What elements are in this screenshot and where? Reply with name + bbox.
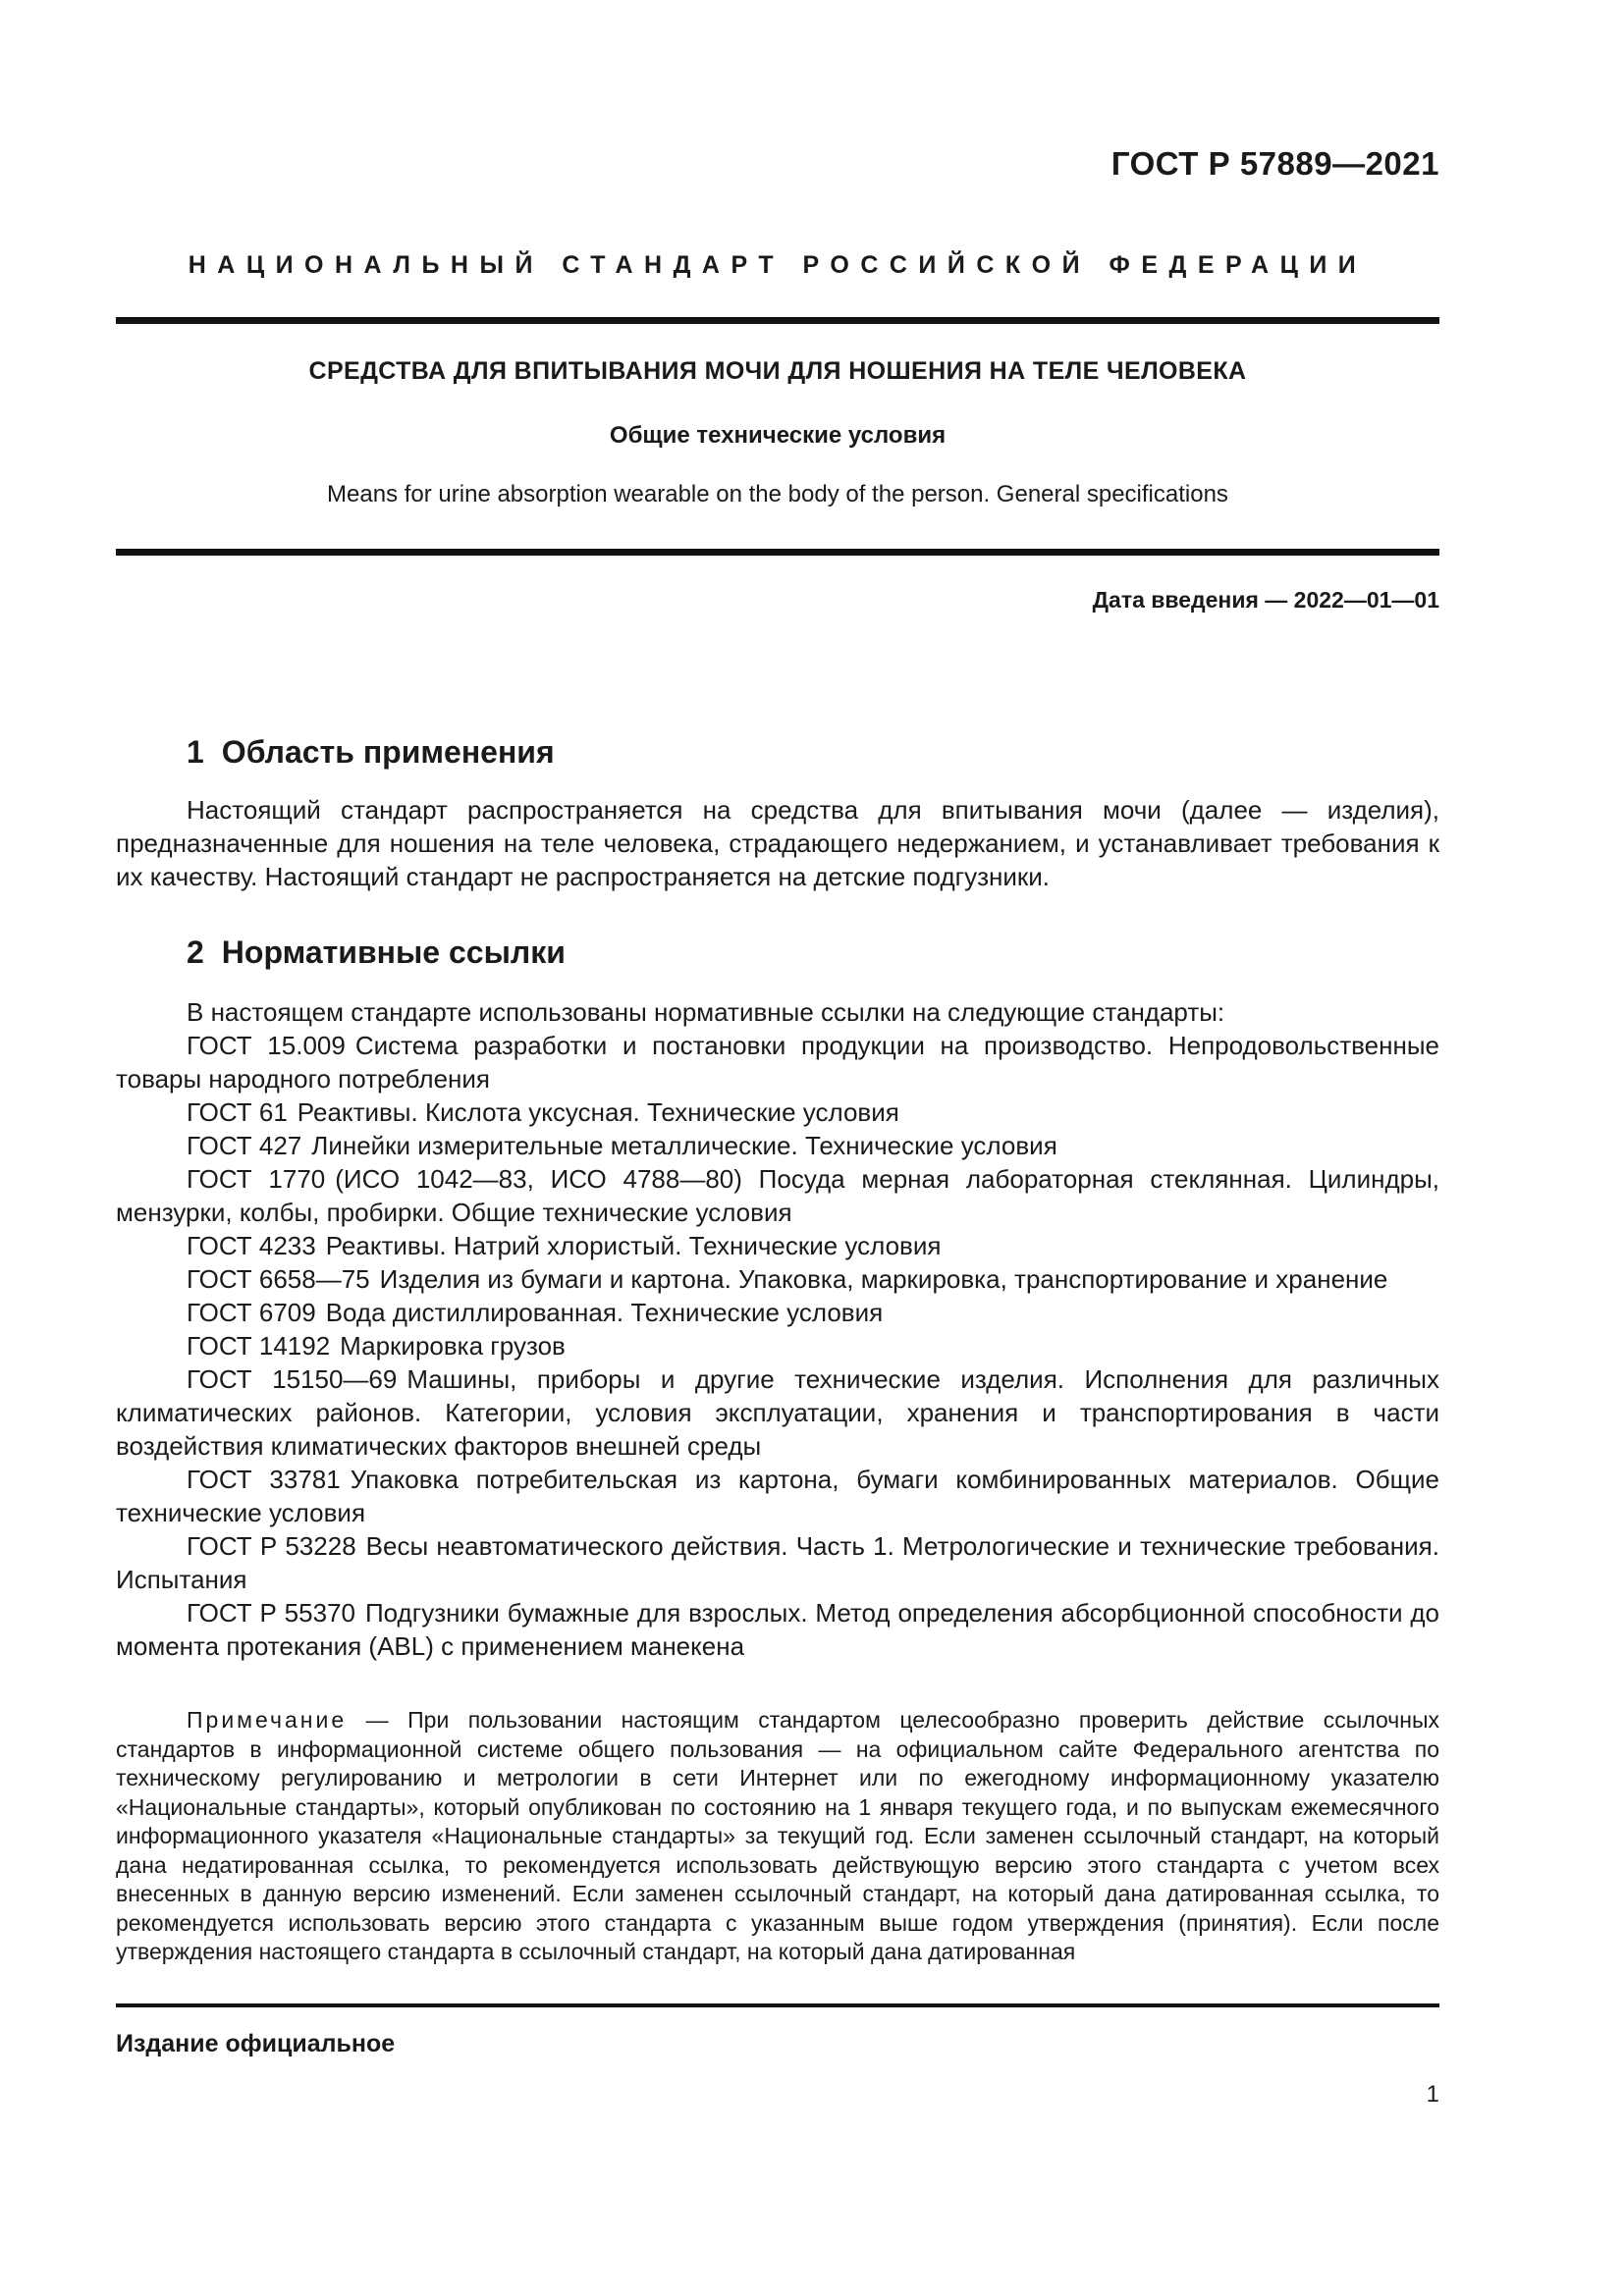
reference-title: Изделия из бумаги и картона. Упаковка, маркировка, транспортирование и хранение bbox=[379, 1264, 1388, 1294]
reference-title: Реактивы. Натрий хлористый. Технические условия bbox=[325, 1231, 942, 1260]
reference-code: ГОСТ 6709 bbox=[187, 1298, 316, 1327]
note-paragraph bbox=[116, 1706, 1439, 1967]
note-text: — При пользовании настоящим стандартом целесообразно проверить действие ссылочных стандартов в информационной системе общего пользования — на официальном сайте Федерального агентства по техническому регулированию и метрологии в сети Интернет или по ежегодному информационному указателю «Национальные стандарты», который опубликован по состоянию на 1 января текущего года, и по выпускам ежемесячного информационного указателя «Национальные стандарты» за текущий год. Если заменен ссылочный стандарт, на который дана недатированная ссылка, то рекомендуется использовать действующую версию этого стандарта с учетом всех внесенных в данную версию изменений. Если заменен ссылочный стандарт, на который дана датированная ссылка, то рекомендуется использовать версию этого стандарта с указанным выше годом утверждения (принятия). Если после утверждения настоящего стандарта в ссылочный стандарт, на который дана датированная bbox=[116, 1707, 1439, 1964]
reference-code: ГОСТ 4233 bbox=[187, 1231, 316, 1260]
reference-item bbox=[116, 1529, 1439, 1596]
reference-code: ГОСТ 15150—69 bbox=[187, 1364, 398, 1394]
reference-code: ГОСТ 6658—75 bbox=[187, 1264, 370, 1294]
reference-code: ГОСТ 14192 bbox=[187, 1331, 331, 1361]
section-1-number: 1 bbox=[187, 734, 204, 770]
reference-item bbox=[116, 1262, 1439, 1296]
reference-title: (ИСО 1042—83, ИСО 4788—80) Посуда мерная лабораторная стеклянная. Цилиндры, мензурки, колбы, пробирки. Общие технические условия bbox=[116, 1164, 1440, 1227]
title-rule bbox=[116, 549, 1439, 556]
reference-code: ГОСТ Р 53228 bbox=[187, 1531, 356, 1561]
section-2-number: 2 bbox=[187, 934, 204, 970]
reference-code: ГОСТ 427 bbox=[187, 1131, 302, 1160]
footer-rule bbox=[116, 2003, 1439, 2007]
page-number: 1 bbox=[1426, 2081, 1439, 2108]
reference-item bbox=[116, 1229, 1439, 1262]
reference-code: ГОСТ 1770 bbox=[187, 1164, 326, 1194]
reference-title: Вода дистиллированная. Технические условия bbox=[325, 1298, 884, 1327]
section-2-heading bbox=[187, 934, 566, 971]
top-rule bbox=[116, 317, 1439, 324]
scope-paragraph: Настоящий стандарт распространяется на средства для впитывания мочи (далее — изделия), предназначенные для ношения на теле человека, страдающего недержанием, и устанавливает требования к их качеству. Настоящий стандарт не распространяется на детские подгузники. bbox=[116, 795, 1439, 891]
document-title: СРЕДСТВА ДЛЯ ВПИТЫВАНИЯ МОЧИ ДЛЯ НОШЕНИЯ НА ТЕЛЕ ЧЕЛОВЕКА bbox=[308, 357, 1247, 385]
reference-title: Упаковка потребительская из картона, бумаги комбинированных материалов. Общие технические условия bbox=[116, 1465, 1439, 1527]
section-1-title: Область применения bbox=[221, 734, 555, 770]
reference-title: Весы неавтоматического действия. Часть 1. Метрологические и технические требования. Испытания bbox=[116, 1531, 1439, 1594]
reference-item bbox=[116, 1596, 1439, 1663]
reference-code: ГОСТ 33781 bbox=[187, 1465, 341, 1494]
reference-item bbox=[116, 1296, 1439, 1329]
reference-code: ГОСТ Р 55370 bbox=[187, 1598, 355, 1628]
reference-item bbox=[116, 1362, 1439, 1463]
section-1-heading bbox=[187, 734, 555, 771]
introduction-date: Дата введения — 2022—01—01 bbox=[1092, 587, 1439, 613]
national-standard-banner: НАЦИОНАЛЬНЫЙ СТАНДАРТ РОССИЙСКОЙ ФЕДЕРАЦИИ bbox=[188, 251, 1368, 279]
reference-item bbox=[116, 1463, 1439, 1529]
reference-item bbox=[116, 1162, 1439, 1229]
reference-title: Маркировка грузов bbox=[340, 1331, 566, 1361]
section-1-body bbox=[116, 793, 1439, 893]
normative-references bbox=[116, 995, 1439, 1663]
reference-item bbox=[116, 1095, 1439, 1129]
note-label: Примечание bbox=[187, 1707, 348, 1733]
reference-item bbox=[116, 1329, 1439, 1362]
reference-code: ГОСТ 15.009 bbox=[187, 1031, 346, 1060]
english-title: Means for urine absorption wearable on the body of the person. General specifications bbox=[327, 481, 1228, 507]
document-subtitle: Общие технические условия bbox=[609, 422, 947, 449]
reference-title: Система разработки и постановки продукции на производство. Непродовольственные товары народного потребления bbox=[116, 1031, 1440, 1094]
official-edition-label: Издание официальное bbox=[116, 2030, 396, 2057]
section-2-title: Нормативные ссылки bbox=[221, 934, 566, 970]
standard-designation: ГОСТ Р 57889—2021 bbox=[1110, 145, 1439, 182]
reference-title: Подгузники бумажные для взрослых. Метод определения абсорбционной способности до момента протекания (ABL) с применением манекена bbox=[116, 1598, 1439, 1661]
reference-title: Реактивы. Кислота уксусная. Технические условия bbox=[297, 1097, 899, 1127]
reference-item bbox=[116, 1029, 1439, 1095]
reference-title: Линейки измерительные металлические. Технические условия bbox=[311, 1131, 1057, 1160]
references-note bbox=[116, 1706, 1439, 1967]
reference-code: ГОСТ 61 bbox=[187, 1097, 288, 1127]
references-intro: В настоящем стандарте использованы нормативные ссылки на следующие стандарты: bbox=[187, 997, 1225, 1027]
reference-title: Машины, приборы и другие технические изделия. Исполнения для различных климатических районов. Категории, условия эксплуатации, хранения и транспортирования в части воздействия климатических факторов внешней среды bbox=[116, 1364, 1439, 1461]
reference-item bbox=[116, 1129, 1439, 1162]
